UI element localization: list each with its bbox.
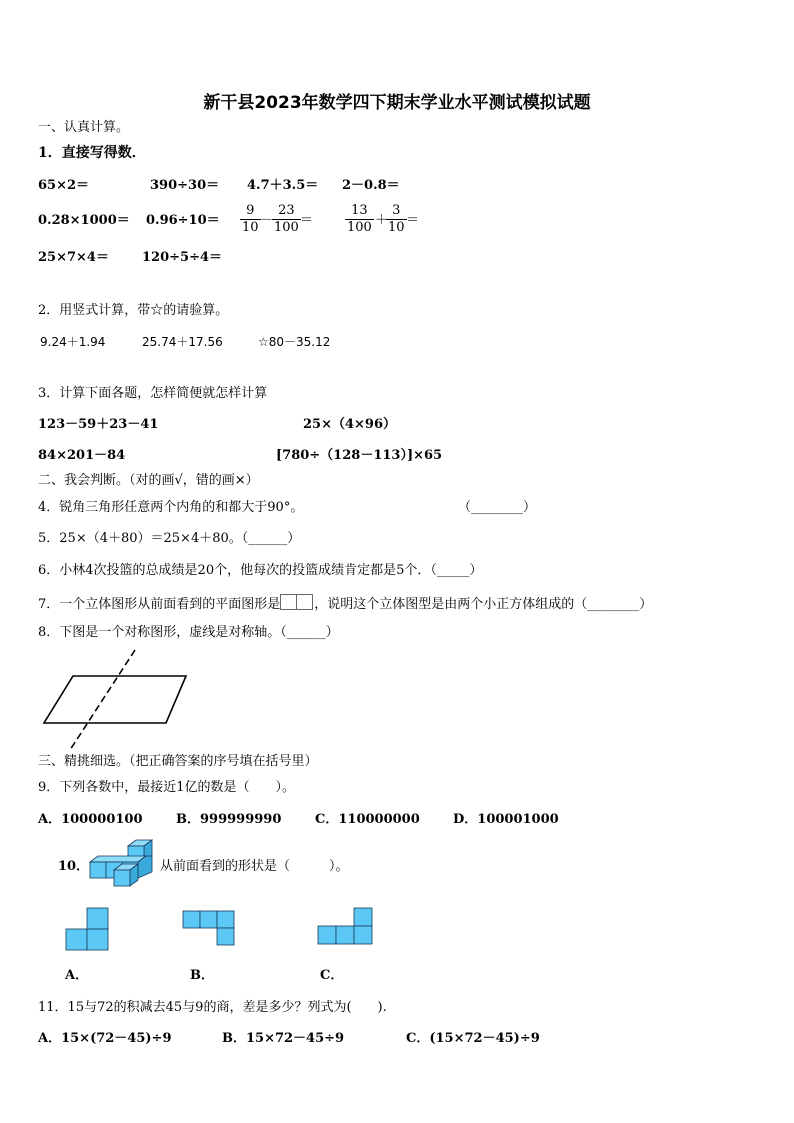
operator: ＋ <box>375 213 389 228</box>
question-2-label: 2．用竖式计算，带☆的请验算。 <box>38 303 229 318</box>
parallelogram-figure <box>38 648 198 753</box>
option-a[interactable]: A．100000100 <box>38 812 143 827</box>
answer-blank[interactable]: （________） <box>458 500 537 515</box>
question-7-text-b: ，说明这个立体图型是由两个小正方体组成的（________） <box>314 597 653 612</box>
q1-item: 120÷5÷4＝ <box>142 250 223 265</box>
option-c[interactable]: C．(15×72－45)÷9 <box>406 1031 540 1046</box>
numerator: 13 <box>345 203 374 220</box>
option-b[interactable]: B． <box>190 968 214 983</box>
q1-item: 2－0.8＝ <box>342 178 400 193</box>
numerator: 23 <box>272 203 301 220</box>
denominator: 100 <box>274 220 299 235</box>
q1-item: 25×7×4＝ <box>38 250 109 265</box>
page-title: 新干县2023年数学四下期末学业水平测试模拟试题 <box>203 93 591 113</box>
question-10-text: 从前面看到的形状是（ ）。 <box>160 859 349 874</box>
section-heading-3: 三、精挑细选。（把正确答案的序号填在括号里） <box>38 754 318 769</box>
q2-item: 9.24＋1.94 <box>40 335 106 349</box>
denominator: 100 <box>347 220 372 235</box>
option-a-shape[interactable] <box>65 907 111 953</box>
q2-item: ☆80－35.12 <box>258 335 331 349</box>
fraction <box>240 203 261 236</box>
fraction <box>345 203 374 236</box>
option-c[interactable]: C．110000000 <box>315 812 420 827</box>
question-11: 11．15与72的积减去45与9的商，差是多少？列式为( ). <box>38 1000 387 1015</box>
q2-item: 25.74＋17.56 <box>142 335 223 349</box>
option-a[interactable]: A．15×(72－45)÷9 <box>38 1031 172 1046</box>
numerator: 9 <box>240 203 261 220</box>
question-10-number: 10． <box>58 859 90 874</box>
section-heading-1: 一、认真计算。 <box>38 120 130 135</box>
equals-sign: ＝ <box>300 213 314 228</box>
cube-stack-figure <box>88 838 156 894</box>
question-6: 6．小林4次投篮的总成绩是20个，他每次的投篮成绩肯定都是5个．（_____） <box>38 563 483 578</box>
q3-item: [780÷（128－113）]×65 <box>276 448 443 463</box>
option-b[interactable]: B．15×72－45÷9 <box>222 1031 345 1046</box>
numerator: 3 <box>386 203 407 220</box>
q3-item: 123－59＋23－41 <box>38 417 159 432</box>
question-8: 8．下图是一个对称图形，虚线是对称轴。（______） <box>38 625 339 640</box>
denominator: 10 <box>242 220 259 235</box>
q1-item: 0.96÷10＝ <box>146 213 220 228</box>
question-9: 9．下列各数中，最接近1亿的数是（ ）。 <box>38 780 296 795</box>
option-c[interactable]: C． <box>320 968 344 983</box>
q1-item: 65×2＝ <box>38 178 90 193</box>
question-7-text-a: 7．一个立体图形从前面看到的平面图形是 <box>38 597 281 612</box>
option-b-shape[interactable] <box>182 910 238 948</box>
fraction <box>272 203 301 236</box>
question-7 <box>38 594 652 615</box>
question-3-label: 3．计算下面各题，怎样简便就怎样计算 <box>38 386 268 401</box>
q1-item: 4.7＋3.5＝ <box>247 178 319 193</box>
section-heading-2: 二、我会判断。（对的画√，错的画×） <box>38 473 259 488</box>
q3-item: 25×（4×96） <box>303 417 397 432</box>
equals-sign: ＝ <box>406 213 420 228</box>
two-squares-figure <box>280 594 314 615</box>
question-4: 4．锐角三角形任意两个内角的和都大于90°。 <box>38 500 304 515</box>
fraction <box>386 203 407 236</box>
option-b[interactable]: B．999999990 <box>176 812 282 827</box>
option-c-shape[interactable] <box>317 907 375 947</box>
operator: － <box>260 213 274 228</box>
question-1-label: 1．直接写得数． <box>38 145 146 161</box>
q1-item: 0.28×1000＝ <box>38 213 130 228</box>
q1-item: 390÷30＝ <box>150 178 220 193</box>
option-a[interactable]: A． <box>65 968 89 983</box>
q3-item: 84×201－84 <box>38 448 126 463</box>
denominator: 10 <box>388 220 405 235</box>
option-d[interactable]: D．100001000 <box>453 812 559 827</box>
question-5: 5．25×（4＋80）＝25×4＋80。（______） <box>38 531 301 546</box>
